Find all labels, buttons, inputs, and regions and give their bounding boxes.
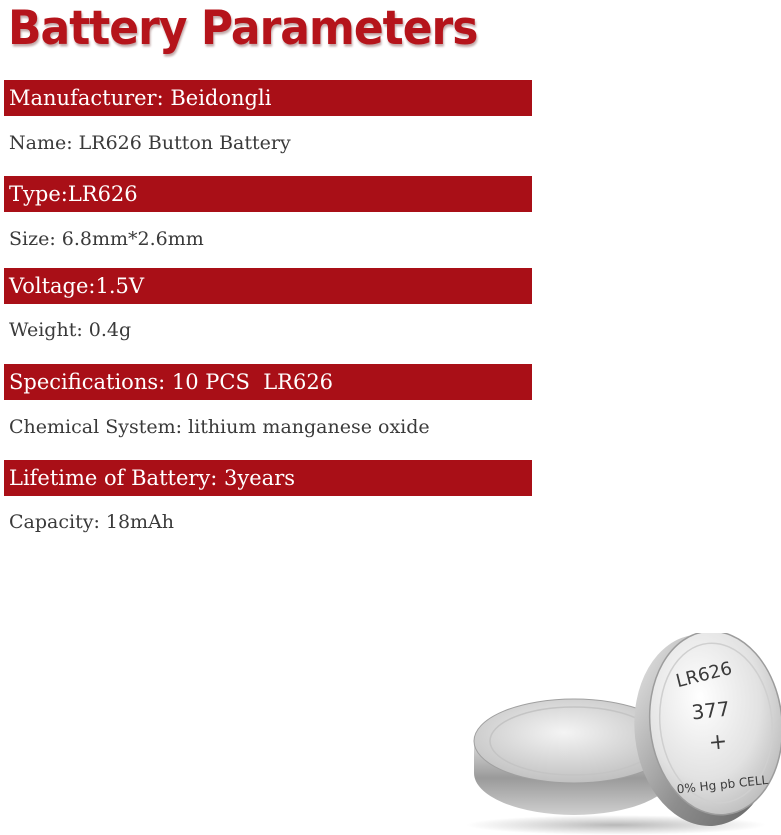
page-title: Battery Parameters: [8, 0, 478, 57]
battery-number-text: 377: [690, 696, 731, 725]
manufacturer-band: Manufacturer: Beidongli: [4, 80, 532, 116]
capacity-line: Capacity: 18mAh: [9, 511, 175, 533]
battery-model-text: LR626: [673, 657, 735, 693]
size-line: Size: 6.8mm*2.6mm: [9, 228, 204, 250]
type-band: Type:LR626: [4, 176, 532, 212]
specifications-band: Specifications: 10 PCS LR626: [4, 364, 532, 400]
chemical-system-line: Chemical System: lithium manganese oxide: [9, 416, 430, 438]
weight-line: Weight: 0.4g: [9, 319, 132, 341]
voltage-band: Voltage:1.5V: [4, 268, 532, 304]
button-battery-image: [466, 633, 781, 835]
name-line: Name: LR626 Button Battery: [9, 132, 291, 154]
battery-standing: [625, 633, 781, 833]
battery-ring-text: 0% Hg pb CELL: [676, 772, 769, 797]
lifetime-band: Lifetime of Battery: 3years: [4, 460, 532, 496]
battery-plus-text: +: [707, 728, 729, 756]
